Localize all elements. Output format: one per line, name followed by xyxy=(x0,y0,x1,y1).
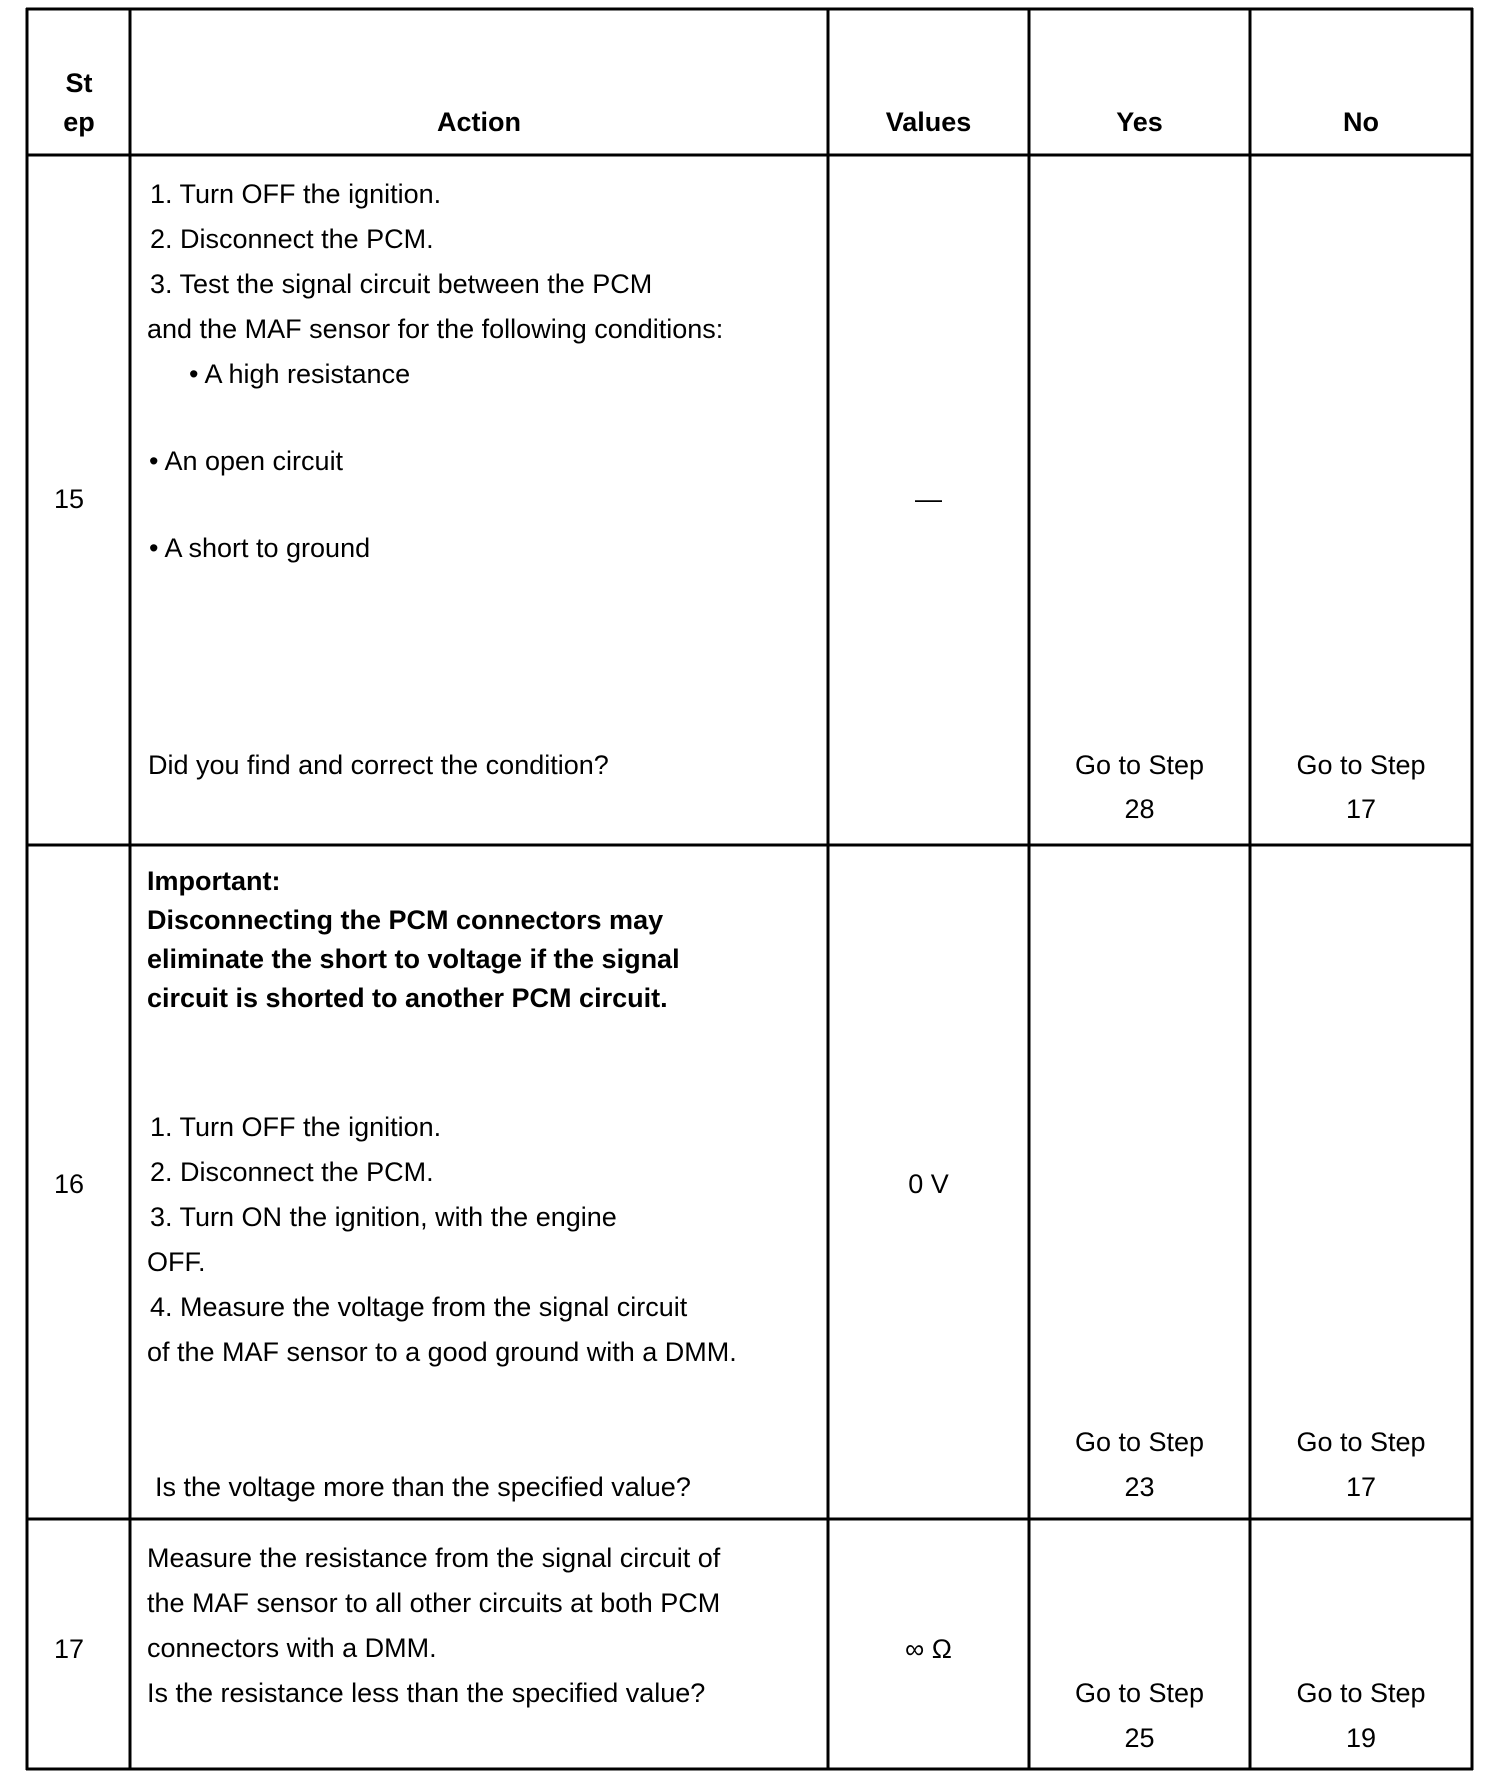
action-question: Is the voltage more than the specified value? xyxy=(155,1472,691,1502)
action-line: the MAF sensor to all other circuits at both PCM xyxy=(147,1588,721,1618)
action-line: Measure the resistance from the signal circuit of xyxy=(147,1543,721,1573)
no-step: 19 xyxy=(1345,1723,1377,1753)
yes-step: 23 xyxy=(1124,1472,1155,1502)
action-line: OFF. xyxy=(147,1247,206,1277)
no-step: 17 xyxy=(1345,1472,1377,1502)
yes-step: 28 xyxy=(1124,794,1155,824)
value-cell: ∞ Ω xyxy=(905,1634,952,1664)
action-line: 3. Turn ON the ignition, with the engine xyxy=(150,1202,617,1232)
important-line: circuit is shorted to another PCM circuit. xyxy=(147,983,668,1013)
important-line: Disconnecting the PCM connectors may xyxy=(147,905,664,935)
action-line: connectors with a DMM. xyxy=(147,1633,437,1663)
no-label: Go to Step xyxy=(1296,750,1426,780)
step-number: 17 xyxy=(54,1634,85,1664)
action-line: 1. Turn OFF the ignition. xyxy=(150,179,442,209)
step-number: 15 xyxy=(54,484,85,514)
yes-step: 25 xyxy=(1124,1723,1155,1753)
important-title: Important: xyxy=(147,866,281,896)
action-line: of the MAF sensor to a good ground with a DMM. xyxy=(147,1337,737,1367)
action-line: 4. Measure the voltage from the signal circuit xyxy=(150,1292,688,1322)
no-label: Go to Step xyxy=(1296,1427,1426,1457)
action-question: Is the resistance less than the specified value? xyxy=(147,1678,706,1708)
step-number: 16 xyxy=(54,1169,85,1199)
yes-label: Go to Step xyxy=(1074,1678,1205,1708)
header-yes: Yes xyxy=(1116,107,1163,137)
action-line: 3. Test the signal circuit between the PCM xyxy=(150,269,653,299)
header-values: Values xyxy=(885,107,972,137)
action-line: 1. Turn OFF the ignition. xyxy=(150,1112,442,1142)
header-action: Action xyxy=(437,107,521,137)
yes-label: Go to Step xyxy=(1074,1427,1205,1457)
header-step-line1: St xyxy=(65,68,93,98)
action-line: 2. Disconnect the PCM. xyxy=(150,1157,434,1187)
action-line: 2. Disconnect the PCM. xyxy=(150,224,434,254)
action-bullet: • A high resistance xyxy=(189,359,411,389)
action-bullet: • An open circuit xyxy=(149,446,344,476)
no-label: Go to Step xyxy=(1296,1678,1426,1708)
yes-label: Go to Step xyxy=(1074,750,1205,780)
action-question: Did you find and correct the condition? xyxy=(148,750,609,780)
action-bullet: • A short to ground xyxy=(149,533,371,563)
header-step-line2: ep xyxy=(63,107,95,137)
important-line: eliminate the short to voltage if the signal xyxy=(147,944,680,974)
value-cell: — xyxy=(915,484,942,514)
value-cell: 0 V xyxy=(908,1169,949,1199)
no-step: 17 xyxy=(1345,794,1377,824)
action-line: and the MAF sensor for the following conditions: xyxy=(147,314,724,344)
header-no: No xyxy=(1343,107,1379,137)
